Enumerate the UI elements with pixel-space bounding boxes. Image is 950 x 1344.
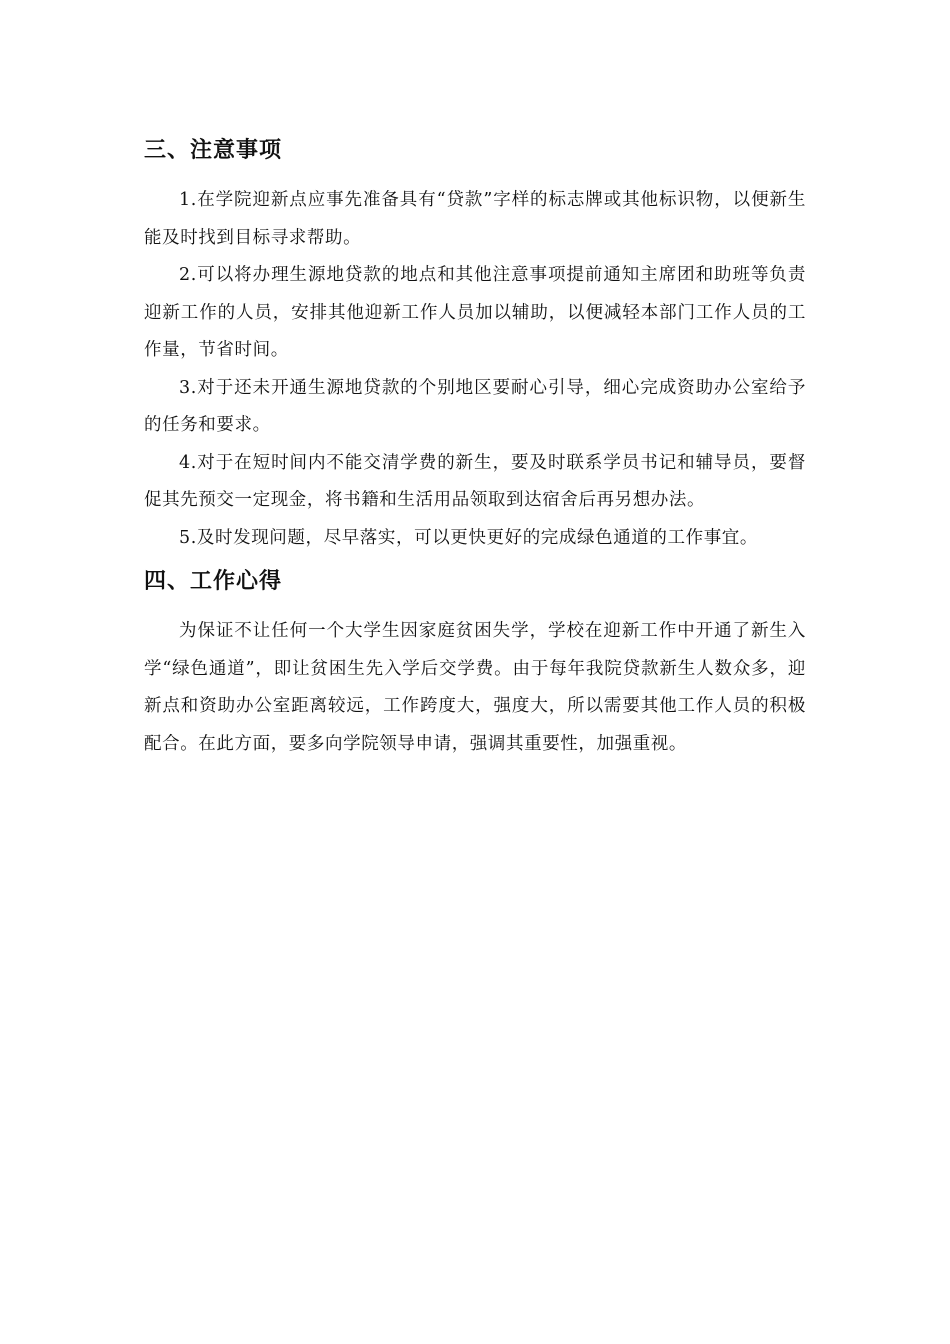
section-4-paragraph: 为保证不让任何一个大学生因家庭贫困失学，学校在迎新工作中开通了新生入学“绿色通道”，即让贫困生先入学后交学费。由于每年我院贷款新生人数众多，迎新点和资助办公室距离较远，工作跨度大，强度大，所以需要其他工作人员的积极配合。在此方面，要多向学院领导申请，强调其重要性，加强重视。 — [144, 621, 806, 754]
section-3-item-4: 4.对于在短时间内不能交清学费的新生，要及时联系学员书记和辅导员，要督促其先预交一定现金，将书籍和生活用品领取到达宿舍后再另想办法。 — [144, 452, 806, 510]
section-3-item-2: 2.可以将办理生源地贷款的地点和其他注意事项提前通知主席团和助班等负责迎新工作的人员，安排其他迎新工作人员加以辅助，以便减轻本部门工作人员的工作量，节省时间。 — [144, 265, 806, 360]
section-4-heading: 四、工作心得 — [144, 569, 283, 594]
section-3-item-1: 1.在学院迎新点应事先准备具有“贷款”字样的标志牌或其他标识物，以便新生能及时找到目标寻求帮助。 — [144, 190, 806, 248]
section-3-heading: 三、注意事项 — [144, 138, 283, 163]
section-3-item-3: 3.对于还未开通生源地贷款的个别地区要耐心引导，细心完成资助办公室给予的任务和要求。 — [144, 377, 806, 435]
document-body — [144, 132, 806, 763]
section-3-item-5: 5.及时发现问题，尽早落实，可以更快更好的完成绿色通道的工作事宜。 — [179, 527, 758, 548]
